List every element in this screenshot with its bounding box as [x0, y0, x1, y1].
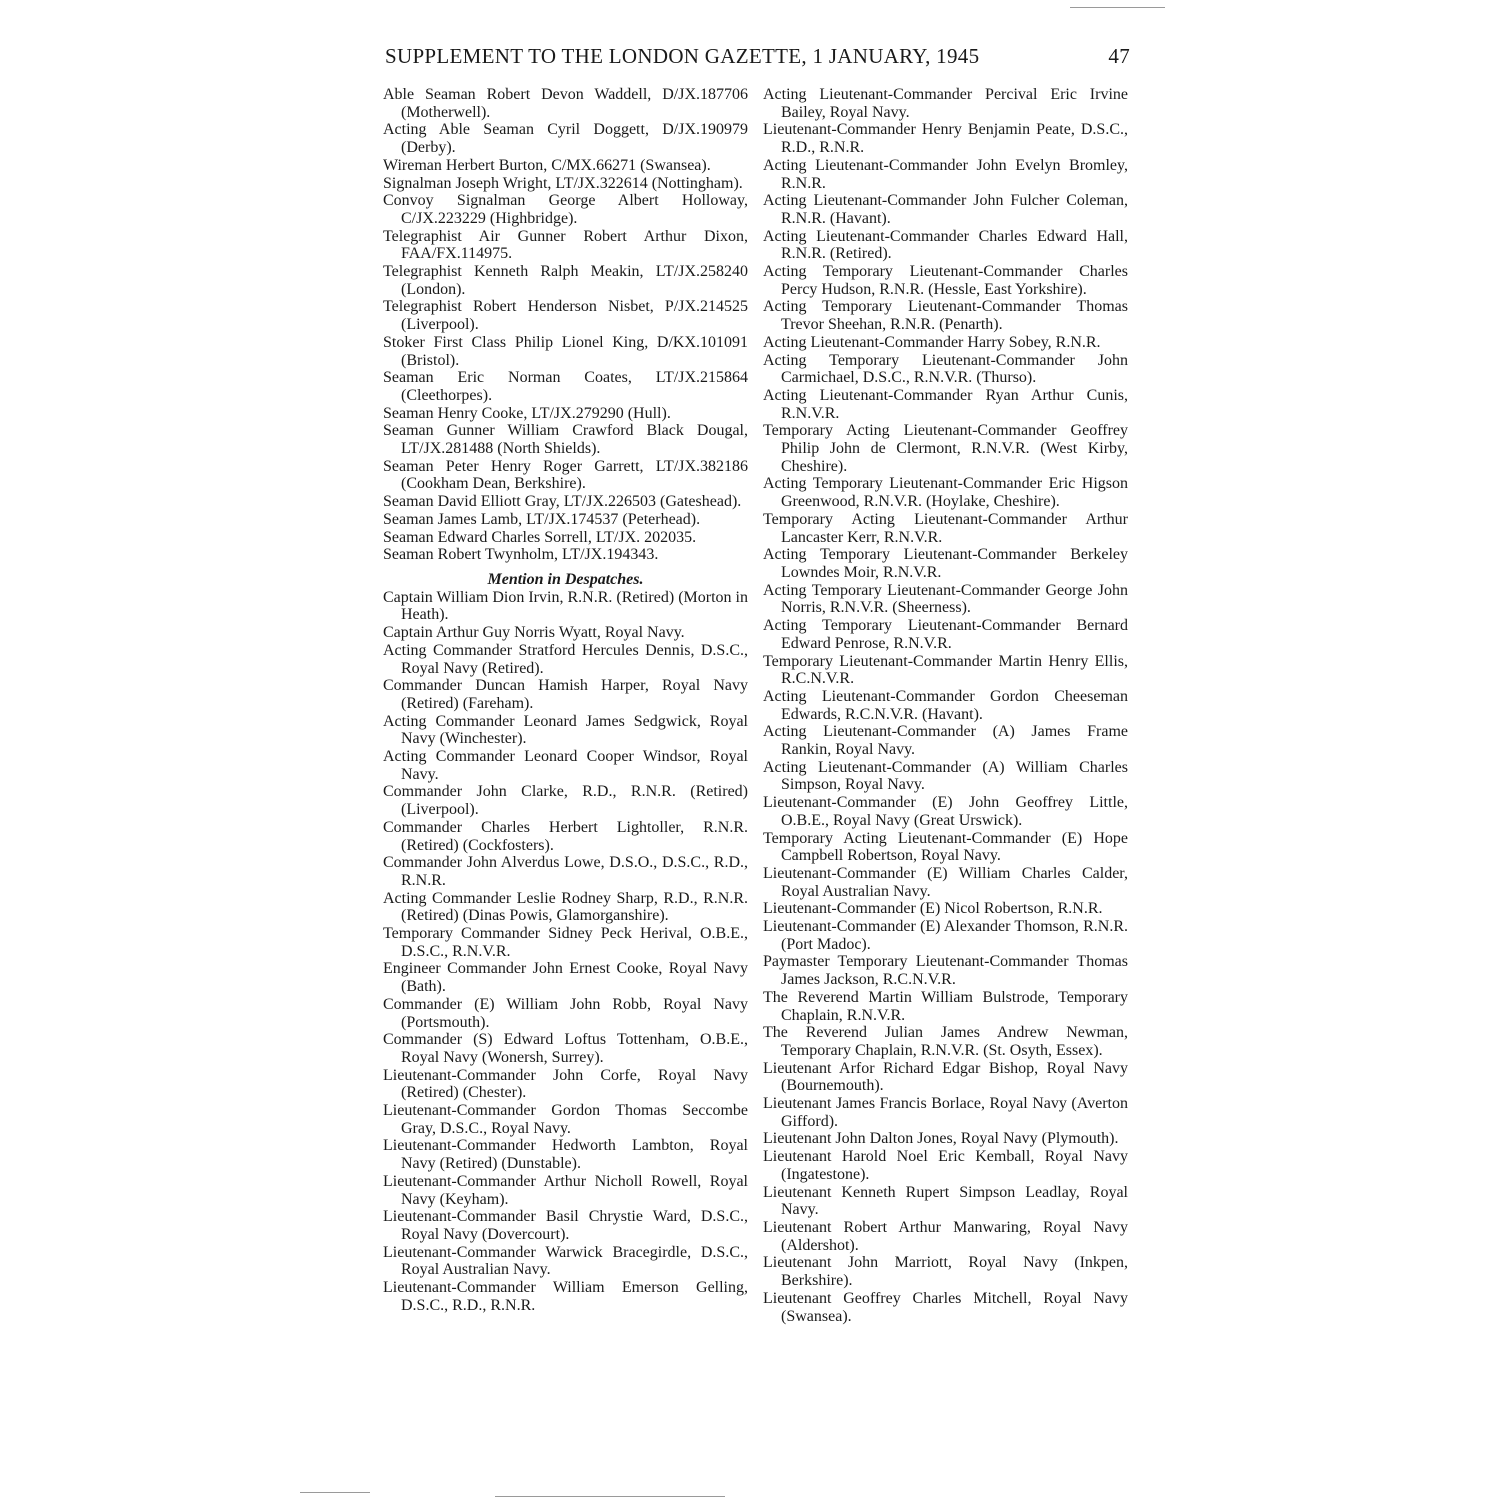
list-entry: Wireman Herbert Burton, C/MX.66271 (Swansea). [383, 156, 711, 174]
list-entry: Acting Lieutenant-Commander Ryan Arthur Cunis, R.N.V.R. [763, 386, 1128, 422]
list-entry: Acting Lieutenant-Commander (A) William Charles Simpson, Royal Navy. [763, 758, 1128, 794]
list-entry: Lieutenant-Commander (E) Nicol Robertson, R.N.R. [763, 900, 1103, 918]
list-entry: Acting Temporary Lieutenant-Commander Thomas Trevor Sheehan, R.N.R. (Penarth). [763, 298, 1128, 334]
list-entry: Lieutenant John Marriott, Royal Navy (Inkpen, Berkshire). [763, 1254, 1128, 1290]
list-entry: Acting Lieutenant-Commander Gordon Cheeseman Edwards, R.C.N.V.R. (Havant). [763, 687, 1128, 723]
despatches-list-continued [763, 86, 1128, 1325]
page-title: SUPPLEMENT TO THE LONDON GAZETTE, 1 JANUARY, 1945 [385, 44, 980, 68]
list-entry: Lieutenant-Commander Henry Benjamin Peate, D.S.C., R.D., R.N.R. [763, 121, 1128, 157]
scan-mark [300, 1492, 370, 1493]
list-entry: Lieutenant-Commander Hedworth Lambton, Royal Navy (Retired) (Dunstable). [383, 1137, 748, 1173]
list-entry: Acting Temporary Lieutenant-Commander Eric Higson Greenwood, R.N.V.R. (Hoylake, Cheshire). [763, 475, 1128, 511]
page-number: 47 [1108, 44, 1130, 68]
list-entry: The Reverend Julian James Andrew Newman, Temporary Chaplain, R.N.V.R. (St. Osyth, Essex). [763, 1024, 1128, 1059]
list-entry: Seaman Henry Cooke, LT/JX.279290 (Hull). [383, 404, 671, 422]
list-entry: Acting Able Seaman Cyril Doggett, D/JX.190979 (Derby). [383, 121, 748, 157]
right-column [763, 86, 1128, 1325]
list-entry: Seaman Peter Henry Roger Garrett, LT/JX.382186 (Cookham Dean, Berkshire). [383, 457, 748, 493]
list-entry: Temporary Acting Lieutenant-Commander (E) Hope Campbell Robertson, Royal Navy. [763, 829, 1128, 865]
list-entry: Acting Temporary Lieutenant-Commander John Carmichael, D.S.C., R.N.V.R. (Thurso). [763, 351, 1128, 387]
list-entry: Telegraphist Robert Henderson Nisbet, P/JX.214525 (Liverpool). [383, 298, 748, 334]
list-entry: Seaman Robert Twynholm, LT/JX.194343. [383, 546, 659, 564]
despatches-list [383, 589, 748, 1315]
list-entry: Acting Commander Leslie Rodney Sharp, R.D., R.N.R. (Retired) (Dinas Powis, Glamorganshire). [383, 889, 748, 925]
list-entry: Lieutenant Geoffrey Charles Mitchell, Royal Navy (Swansea). [763, 1289, 1128, 1325]
list-entry: Commander Charles Herbert Lightoller, R.N.R. (Retired) (Cockfosters). [383, 818, 748, 854]
list-entry: Lieutenant-Commander Warwick Bracegirdle, D.S.C., Royal Australian Navy. [383, 1243, 748, 1279]
list-entry: Acting Temporary Lieutenant-Commander Charles Percy Hudson, R.N.R. (Hessle, East Yorkshire). [763, 263, 1128, 298]
list-entry: Seaman Eric Norman Coates, LT/JX.215864 (Cleethorpes). [383, 369, 748, 404]
list-entry: Acting Lieutenant-Commander Harry Sobey, R.N.R. [763, 333, 1101, 351]
list-entry: Lieutenant Kenneth Rupert Simpson Leadlay, Royal Navy. [763, 1183, 1128, 1219]
page-header [385, 44, 1130, 78]
list-entry: Acting Lieutenant-Commander John Evelyn Bromley, R.N.R. [763, 156, 1128, 192]
list-entry: Acting Commander Stratford Hercules Dennis, D.S.C., Royal Navy (Retired). [383, 641, 748, 677]
list-entry: Commander John Clarke, R.D., R.N.R. (Retired) (Liverpool). [383, 783, 748, 819]
list-entry: Temporary Lieutenant-Commander Martin Henry Ellis, R.C.N.V.R. [763, 652, 1128, 688]
list-entry: Commander (E) William John Robb, Royal Navy (Portsmouth). [383, 995, 748, 1031]
list-entry: Convoy Signalman George Albert Holloway, C/JX.223229 (Highbridge). [383, 192, 748, 227]
list-entry: Commander Duncan Hamish Harper, Royal Navy (Retired) (Fareham). [383, 677, 748, 712]
list-entry: Temporary Commander Sidney Peck Herival, O.B.E., D.S.C., R.N.V.R. [383, 925, 748, 960]
list-entry: Engineer Commander John Ernest Cooke, Royal Navy (Bath). [383, 960, 748, 996]
honours-list [383, 86, 748, 564]
list-entry: Paymaster Temporary Lieutenant-Commander Thomas James Jackson, R.C.N.V.R. [763, 953, 1128, 989]
list-entry: Commander John Alverdus Lowe, D.S.O., D.S.C., R.D., R.N.R. [383, 854, 748, 889]
list-entry: Acting Commander Leonard James Sedgwick, Royal Navy (Winchester). [383, 712, 748, 748]
list-entry: Lieutenant-Commander Gordon Thomas Seccombe Gray, D.S.C., Royal Navy. [383, 1102, 748, 1137]
list-entry: Stoker First Class Philip Lionel King, D/KX.101091 (Bristol). [383, 333, 748, 369]
list-entry: Seaman Gunner William Crawford Black Dougal, LT/JX.281488 (North Shields). [383, 422, 748, 458]
list-entry: Captain William Dion Irvin, R.N.R. (Retired) (Morton in Heath). [383, 588, 748, 624]
list-entry: Seaman David Elliott Gray, LT/JX.226503 (Gateshead). [383, 493, 742, 511]
list-entry: Lieutenant-Commander (E) Alexander Thomson, R.N.R. (Port Madoc). [763, 918, 1128, 953]
list-entry: Lieutenant John Dalton Jones, Royal Navy (Plymouth). [763, 1130, 1119, 1148]
list-entry: Signalman Joseph Wright, LT/JX.322614 (Nottingham). [383, 174, 743, 192]
list-entry: Temporary Acting Lieutenant-Commander Geoffrey Philip John de Clermont, R.N.V.R. (West Kirby, Cheshire). [763, 422, 1128, 475]
list-entry: The Reverend Martin William Bulstrode, Temporary Chaplain, R.N.V.R. [763, 988, 1128, 1024]
list-entry: Temporary Acting Lieutenant-Commander Arthur Lancaster Kerr, R.N.V.R. [763, 510, 1128, 546]
list-entry: Acting Temporary Lieutenant-Commander Berkeley Lowndes Moir, R.N.V.R. [763, 546, 1128, 581]
scan-mark [495, 1496, 725, 1497]
list-entry: Lieutenant James Francis Borlace, Royal Navy (Averton Gifford). [763, 1095, 1128, 1130]
list-entry: Able Seaman Robert Devon Waddell, D/JX.187706 (Motherwell). [383, 86, 748, 121]
list-entry: Lieutenant-Commander Basil Chrystie Ward, D.S.C., Royal Navy (Dovercourt). [383, 1208, 748, 1243]
list-entry: Acting Commander Leonard Cooper Windsor, Royal Navy. [383, 748, 748, 783]
list-entry: Telegraphist Kenneth Ralph Meakin, LT/JX.258240 (London). [383, 263, 748, 298]
list-entry: Acting Lieutenant-Commander Percival Eric Irvine Bailey, Royal Navy. [763, 86, 1128, 121]
list-entry: Lieutenant-Commander (E) John Geoffrey Little, O.B.E., Royal Navy (Great Urswick). [763, 794, 1128, 829]
list-entry: Seaman James Lamb, LT/JX.174537 (Peterhead). [383, 510, 701, 528]
list-entry: Lieutenant-Commander Arthur Nicholl Rowell, Royal Navy (Keyham). [383, 1172, 748, 1208]
list-entry: Lieutenant-Commander (E) William Charles Calder, Royal Australian Navy. [763, 864, 1128, 900]
list-entry: Acting Temporary Lieutenant-Commander George John Norris, R.N.V.R. (Sheerness). [763, 581, 1128, 617]
left-column [383, 86, 748, 1315]
scan-mark [1070, 7, 1165, 8]
list-entry: Acting Lieutenant-Commander Charles Edward Hall, R.N.R. (Retired). [763, 227, 1128, 263]
list-entry: Lieutenant-Commander William Emerson Gelling, D.S.C., R.D., R.N.R. [383, 1279, 748, 1314]
list-entry: Lieutenant Robert Arthur Manwaring, Royal Navy (Aldershot). [763, 1219, 1128, 1254]
list-entry: Commander (S) Edward Loftus Tottenham, O.B.E., Royal Navy (Wonersh, Surrey). [383, 1031, 748, 1066]
list-entry: Lieutenant-Commander John Corfe, Royal Navy (Retired) (Chester). [383, 1066, 748, 1102]
list-entry: Seaman Edward Charles Sorrell, LT/JX. 202035. [383, 528, 697, 546]
list-entry: Telegraphist Air Gunner Robert Arthur Dixon, FAA/FX.114975. [383, 227, 748, 263]
section-heading: Mention in Despatches. [487, 570, 644, 588]
list-entry: Acting Lieutenant-Commander (A) James Frame Rankin, Royal Navy. [763, 723, 1128, 759]
list-entry: Lieutenant Arfor Richard Edgar Bishop, Royal Navy (Bournemouth). [763, 1059, 1128, 1095]
list-entry: Captain Arthur Guy Norris Wyatt, Royal Navy. [383, 624, 685, 642]
list-entry: Acting Lieutenant-Commander John Fulcher Coleman, R.N.R. (Havant). [763, 192, 1128, 227]
list-entry: Acting Temporary Lieutenant-Commander Bernard Edward Penrose, R.N.V.R. [763, 617, 1128, 652]
list-entry: Lieutenant Harold Noel Eric Kemball, Royal Navy (Ingatestone). [763, 1148, 1128, 1183]
